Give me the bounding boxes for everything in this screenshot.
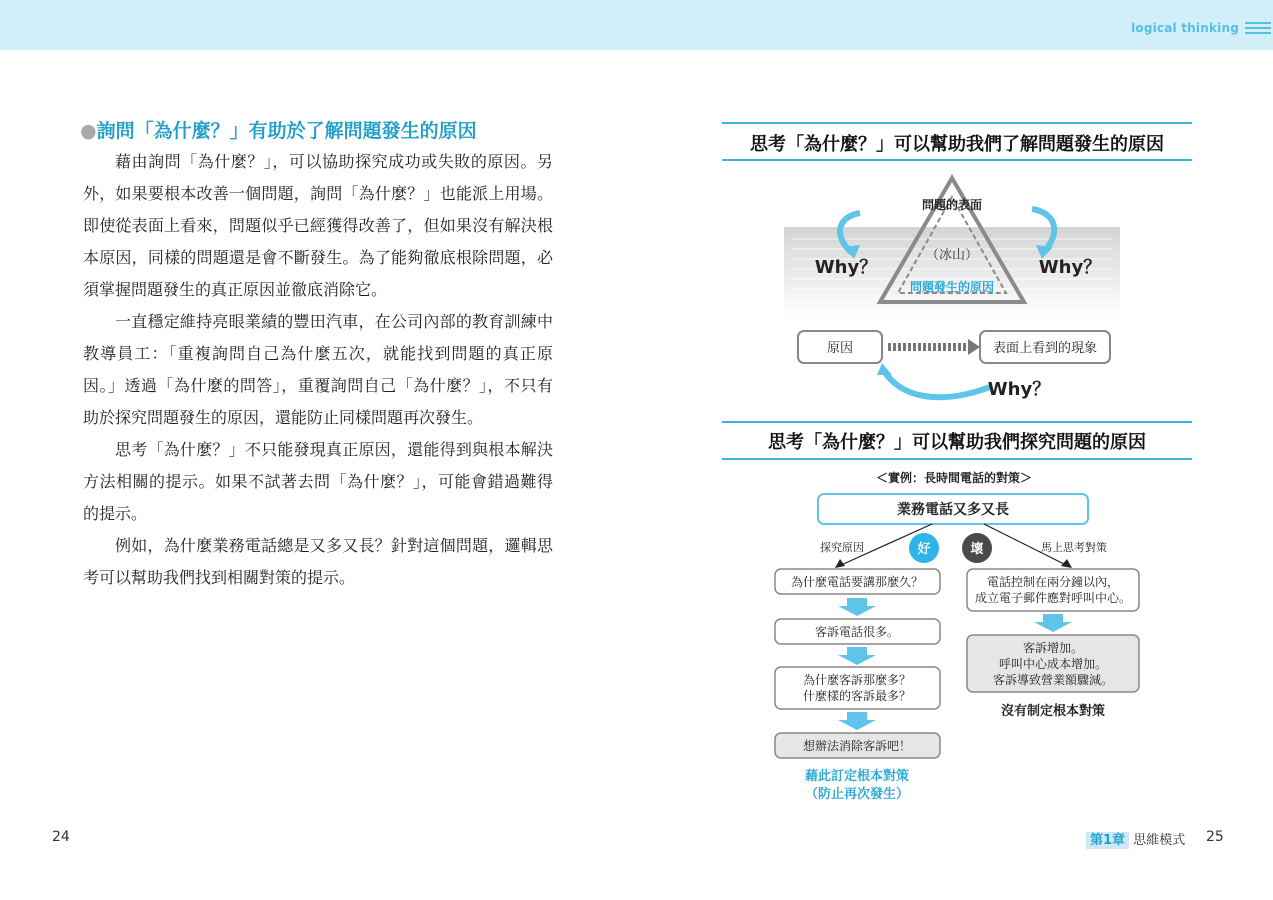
right-step-text: 成立電子郵件應對呼叫中心。 bbox=[974, 591, 1132, 605]
page-number-left: 24 bbox=[52, 829, 70, 845]
left-conclusion-line: （防止再次發生） bbox=[804, 787, 910, 802]
why-bottom-arrow bbox=[884, 371, 990, 397]
good-badge-label: 好 bbox=[917, 542, 931, 557]
figure2-top-rule bbox=[722, 421, 1192, 423]
top-box-label: 業務電話又多又長 bbox=[897, 502, 1009, 518]
figure1-bottom-rule bbox=[722, 159, 1192, 161]
right-step-text: 客訴增加。 bbox=[1022, 641, 1084, 655]
paragraph: 例如，為什麼業務電話總是又多又長？針對這個問題，邏輯思考可以幫助我們找到相關對策的提示。 bbox=[83, 536, 553, 587]
right-step-text: 呼叫中心成本增加。 bbox=[998, 657, 1108, 671]
figure1-title: 思考「為什麼？」可以幫助我們了解問題發生的原因 bbox=[750, 134, 1164, 155]
left-step-text: 為什麼客訴那麼多？ bbox=[802, 673, 912, 687]
left-branch-label: 探究原因 bbox=[820, 541, 864, 554]
why-bottom-label: Why？ bbox=[987, 379, 1051, 400]
down-arrow-icon bbox=[838, 647, 876, 665]
cause-box-label: 原因 bbox=[826, 341, 854, 356]
paragraph: 思考「為什麼？」不只能發現真正原因，還能得到與根本解決方法相關的提示。如果不試著去問「為什麼？」，可能會錯過難得的提示。 bbox=[83, 440, 553, 523]
iceberg-label: （冰山） bbox=[925, 248, 979, 263]
left-step-text: 客訴電話很多。 bbox=[814, 625, 900, 639]
down-arrow-icon bbox=[838, 598, 876, 616]
iceberg-diagram bbox=[722, 165, 1192, 405]
chapter-tag bbox=[1086, 829, 1185, 848]
left-conclusion-line: 藉此訂定根本對策 bbox=[804, 769, 910, 784]
right-step-text: 電話控制在兩分鐘以內， bbox=[986, 575, 1120, 589]
chapter-title: 思維模式 bbox=[1133, 833, 1186, 848]
example-label: ＜實例：長時間電話的對策＞ bbox=[875, 471, 1033, 485]
body-text bbox=[83, 146, 553, 594]
why-right-label: Why？ bbox=[1038, 257, 1102, 278]
surface-label: 問題的表面 bbox=[921, 198, 983, 212]
left-step-text: 想辦法消除客訴吧！ bbox=[802, 739, 912, 753]
header-band bbox=[0, 0, 1273, 50]
down-arrow-icon bbox=[1034, 614, 1072, 632]
bad-badge-label: 壞 bbox=[970, 542, 984, 557]
figure2-title: 思考「為什麼？」可以幫助我們探究問題的原因 bbox=[768, 432, 1146, 453]
figure2-bottom-rule bbox=[722, 458, 1192, 460]
why-bottom-arrowhead-icon bbox=[877, 363, 892, 375]
phone-call-flowchart bbox=[722, 462, 1192, 812]
cause-to-phenomenon-arrowhead-icon bbox=[968, 339, 980, 355]
down-arrow-icon bbox=[838, 712, 876, 730]
section-heading-text: 詢問「為什麼？」有助於了解問題發生的原因 bbox=[96, 120, 477, 142]
cause-label: 問題發生的原因 bbox=[909, 280, 995, 294]
paragraph: 一直穩定維持亮眼業績的豐田汽車，在公司內部的教育訓練中教導員工：「重複詢問自己為什麼五次，就能找到問題的真正原因。」透過「為什麼的問答」，重覆詢問自己「為什麼？」，不只有助於探究問題發生的原因，還能防止同樣問題再次發生。 bbox=[83, 312, 553, 427]
phenomenon-box-label: 表面上看到的現象 bbox=[992, 341, 1098, 356]
page-number-right: 25 bbox=[1206, 829, 1224, 845]
left-step-text: 為什麼電話要講那麼久？ bbox=[790, 575, 924, 589]
header-label: logical thinking bbox=[1131, 21, 1239, 35]
right-branch-label: 馬上思考對策 bbox=[1041, 541, 1107, 554]
paragraph: 藉由詢問「為什麼？」，可以協助探究成功或失敗的原因。另外，如果要根本改善一個問題，詢問「為什麼？」也能派上用場。即使從表面上看來，問題似乎已經獲得改善了，但如果沒有解決根本原因，同樣的問題還是會不斷發生。為了能夠徹底根除問題，必須掌握問題發生的真正原因並徹底消除它。 bbox=[83, 152, 553, 299]
figure1-top-rule bbox=[722, 122, 1192, 124]
bullet-dot-icon: ● bbox=[80, 120, 97, 142]
menu-lines-icon bbox=[1245, 22, 1271, 37]
chapter-number: 第1章 bbox=[1086, 832, 1129, 849]
right-conclusion: 沒有制定根本對策 bbox=[1000, 704, 1106, 719]
section-heading bbox=[80, 116, 477, 143]
left-step-text: 什麼樣的客訴最多？ bbox=[802, 689, 912, 703]
why-left-label: Why？ bbox=[814, 257, 878, 278]
right-step-text: 客訴導致營業額驟減。 bbox=[992, 673, 1114, 687]
